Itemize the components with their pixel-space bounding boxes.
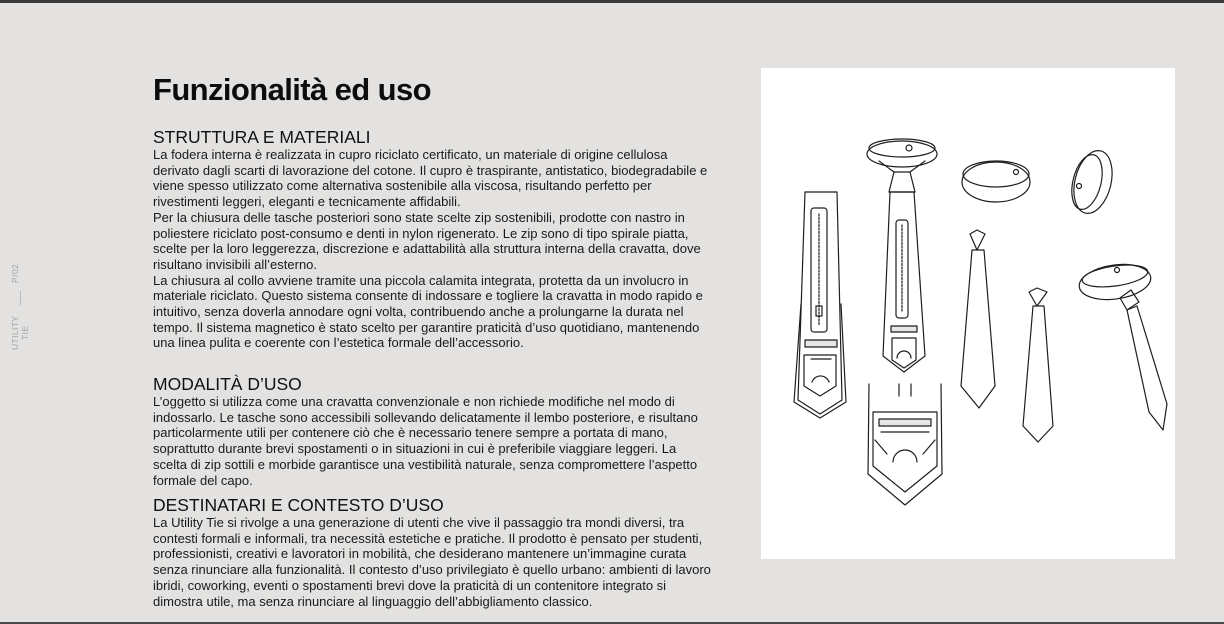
tie-angled-with-band bbox=[1077, 260, 1167, 430]
tie-front-collar-view bbox=[867, 139, 937, 372]
tie-front-simple bbox=[961, 230, 995, 408]
section-heading: MODALITÀ D’USO bbox=[153, 374, 302, 394]
tie-front-slim bbox=[1023, 288, 1053, 442]
tie-end-pocket-detail bbox=[868, 384, 942, 505]
side-divider bbox=[20, 291, 21, 305]
tie-back-zip-view bbox=[794, 192, 846, 418]
project-name: UTILITY TIE bbox=[10, 315, 30, 351]
text-column bbox=[153, 70, 713, 609]
section-paragraph: La fodera interna è realizzata in cupro riciclato certificato, un materiale di origine cellulosa derivato dagli scarti di lavorazione del cotone. Il cupro è traspirante, antistatico, biodegradabile e viene spesso utilizzato come alternativa sostenibile alla viscosa, risultando perfetto per rivestimenti leggeri, eleganti e tecnicamente affidabili. bbox=[153, 147, 708, 210]
section-paragraph: La Utility Tie si rivolge a una generazione di utenti che vive il passaggio tra mondi diversi, tra contesti formali e informali, tra necessità estetiche e pratiche. Il prodotto è pensato per studenti, professionisti, creativi e lavoratori in mobilità, che desiderano mantenere un’immagine curata senza rinunciare alla funzionalità. Il contesto d’uso privilegiato è quello urbano: ambienti di lavoro ibridi, coworking, eventi o spostamenti brevi dove la praticità di un contenitore integrato si dimostra utile, ma senza rinunciare al linguaggio dell’abbigliamento classico. bbox=[153, 515, 711, 609]
section-audience-context bbox=[153, 496, 713, 609]
neck-band-open bbox=[962, 161, 1030, 202]
tie-illustration-panel bbox=[761, 68, 1175, 559]
section-paragraph: L’oggetto si utilizza come una cravatta convenzionale e non richiede modifiche nel modo di indossarlo. Le tasche sono accessibili sollevando delicatamente il lembo posteriore, e risultano particolarmente utili per contenere ciò che è necessario tenere sempre a portata di mano, soprattutto durante brevi spostamenti o in situazioni in cui è preferibile viaggiare leggeri. La scelta di zip sottili e morbide garantisce una vestibilità naturale, senza compromettere l’aspetto formale del capo. bbox=[153, 394, 698, 488]
tie-line-drawing-icon bbox=[761, 68, 1175, 559]
neck-band-side bbox=[1067, 147, 1119, 218]
section-structure-materials bbox=[153, 128, 713, 351]
page-code: P/02 bbox=[10, 263, 20, 283]
side-label bbox=[10, 258, 32, 358]
section-heading: DESTINATARI E CONTESTO D’USO bbox=[153, 495, 444, 515]
section-paragraph: Per la chiusura delle tasche posteriori sono state scelte zip sostenibili, prodotte con nastro in poliestere riciclato post-consumo e denti in nylon rigenerato. Le zip sono di tipo spirale piatta, scelte per la loro leggerezza, discrezione e adattabilità alla struttura interna della cravatta, dove risultano invisibili all’esterno. bbox=[153, 209, 701, 272]
page-title: Funzionalità ed uso bbox=[153, 72, 431, 107]
section-paragraph: La chiusura al collo avviene tramite una piccola calamita integrata, protetta da un involucro in materiale riciclato. Questo sistema consente di indossare e togliere la cravatta in modo rapido e intuitivo, senza doverla annodare ogni volta, contribuendo anche a prolungarne la durata nel tempo. Il sistema magnetico è stato scelto per garantire praticità d’uso quotidiano, mantenendo una linea pulita e coerente con l’estetica formale dell’accessorio. bbox=[153, 272, 703, 351]
top-border bbox=[0, 0, 1224, 3]
section-usage bbox=[153, 375, 713, 488]
section-heading: STRUTTURA E MATERIALI bbox=[153, 127, 371, 147]
